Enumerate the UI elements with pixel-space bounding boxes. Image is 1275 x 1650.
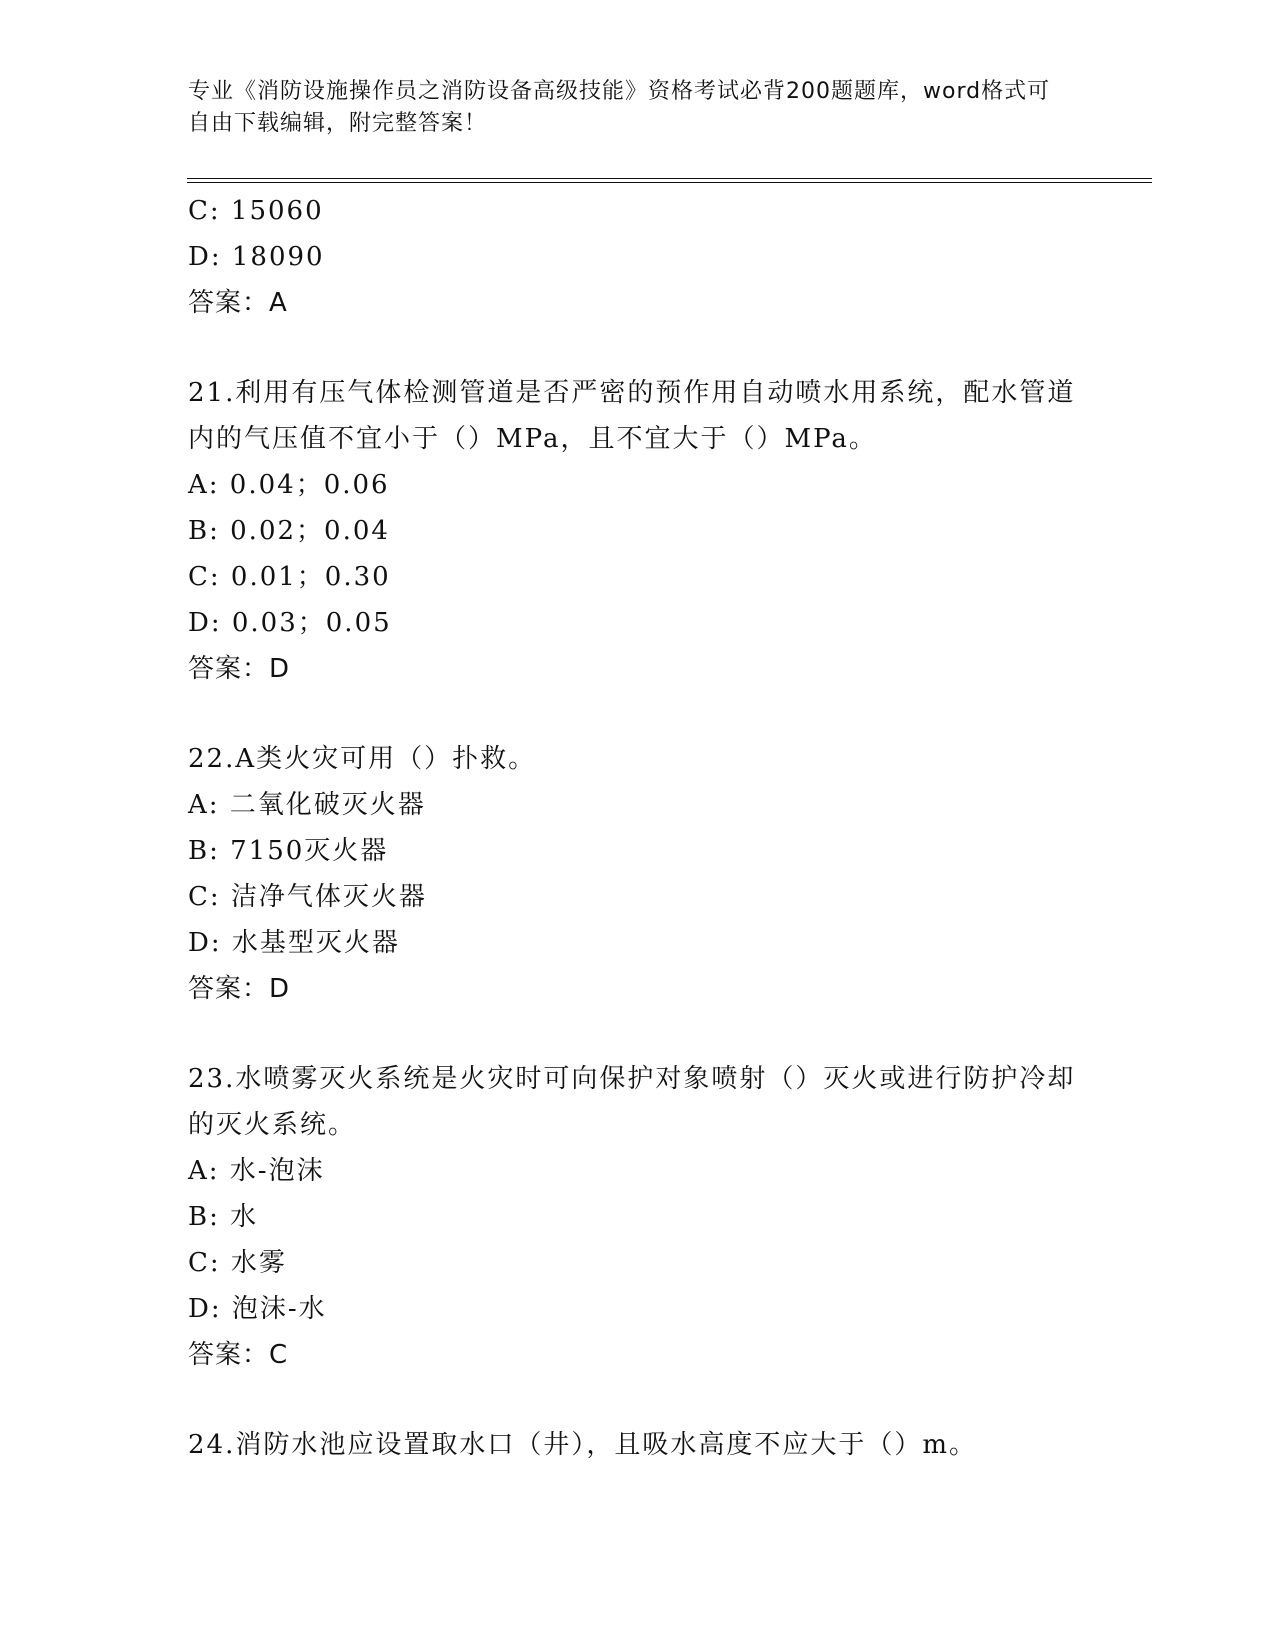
option-b: B: 水 — [188, 1202, 259, 1232]
option-c: C: 水雾 — [188, 1248, 287, 1278]
option-d: D: 18090 — [188, 242, 325, 272]
document-body — [188, 188, 1088, 1468]
spacer — [188, 692, 1088, 736]
option-d: D: 泡沫-水 — [188, 1294, 327, 1324]
option-c: C: 15060 — [188, 196, 324, 226]
option-a: A: 0.04；0.06 — [188, 470, 390, 500]
option-a: A: 水-泡沫 — [188, 1156, 325, 1186]
option-d: D: 水基型灭火器 — [188, 928, 400, 958]
question-21: 21.利用有压气体检测管道是否严密的预作用自动喷水用系统，配水管道内的气压值不宜小于（）MPa，且不宜大于（）MPa。 — [188, 378, 1076, 454]
spacer — [188, 326, 1088, 370]
option-c: C: 洁净气体灭火器 — [188, 882, 427, 912]
option-b: B: 7150灭火器 — [188, 836, 389, 866]
spacer — [188, 1012, 1088, 1056]
question-22: 22.A类火灾可用（）扑救。 — [188, 744, 537, 774]
option-c: C: 0.01；0.30 — [188, 562, 391, 592]
spacer — [188, 1378, 1088, 1422]
option-b: B: 0.02；0.04 — [188, 516, 390, 546]
question-23: 23.水喷雾灭火系统是火灾时可向保护对象喷射（）灭火或进行防护冷却的灭火系统。 — [188, 1064, 1076, 1140]
question-24: 24.消防水池应设置取水口（井），且吸水高度不应大于（）m。 — [188, 1430, 978, 1460]
option-a: A: 二氧化破灭火器 — [188, 790, 426, 820]
answer-line: 答案：C — [188, 1340, 289, 1370]
header-divider — [187, 178, 1152, 183]
option-d: D: 0.03；0.05 — [188, 608, 392, 638]
answer-line: 答案：D — [188, 974, 291, 1004]
answer-line: 答案：A — [188, 288, 288, 318]
answer-line: 答案：D — [188, 654, 291, 684]
document-header: 专业《消防设施操作员之消防设备高级技能》资格考试必背200题题库，word格式可自由下载编辑，附完整答案！ — [188, 79, 1051, 136]
